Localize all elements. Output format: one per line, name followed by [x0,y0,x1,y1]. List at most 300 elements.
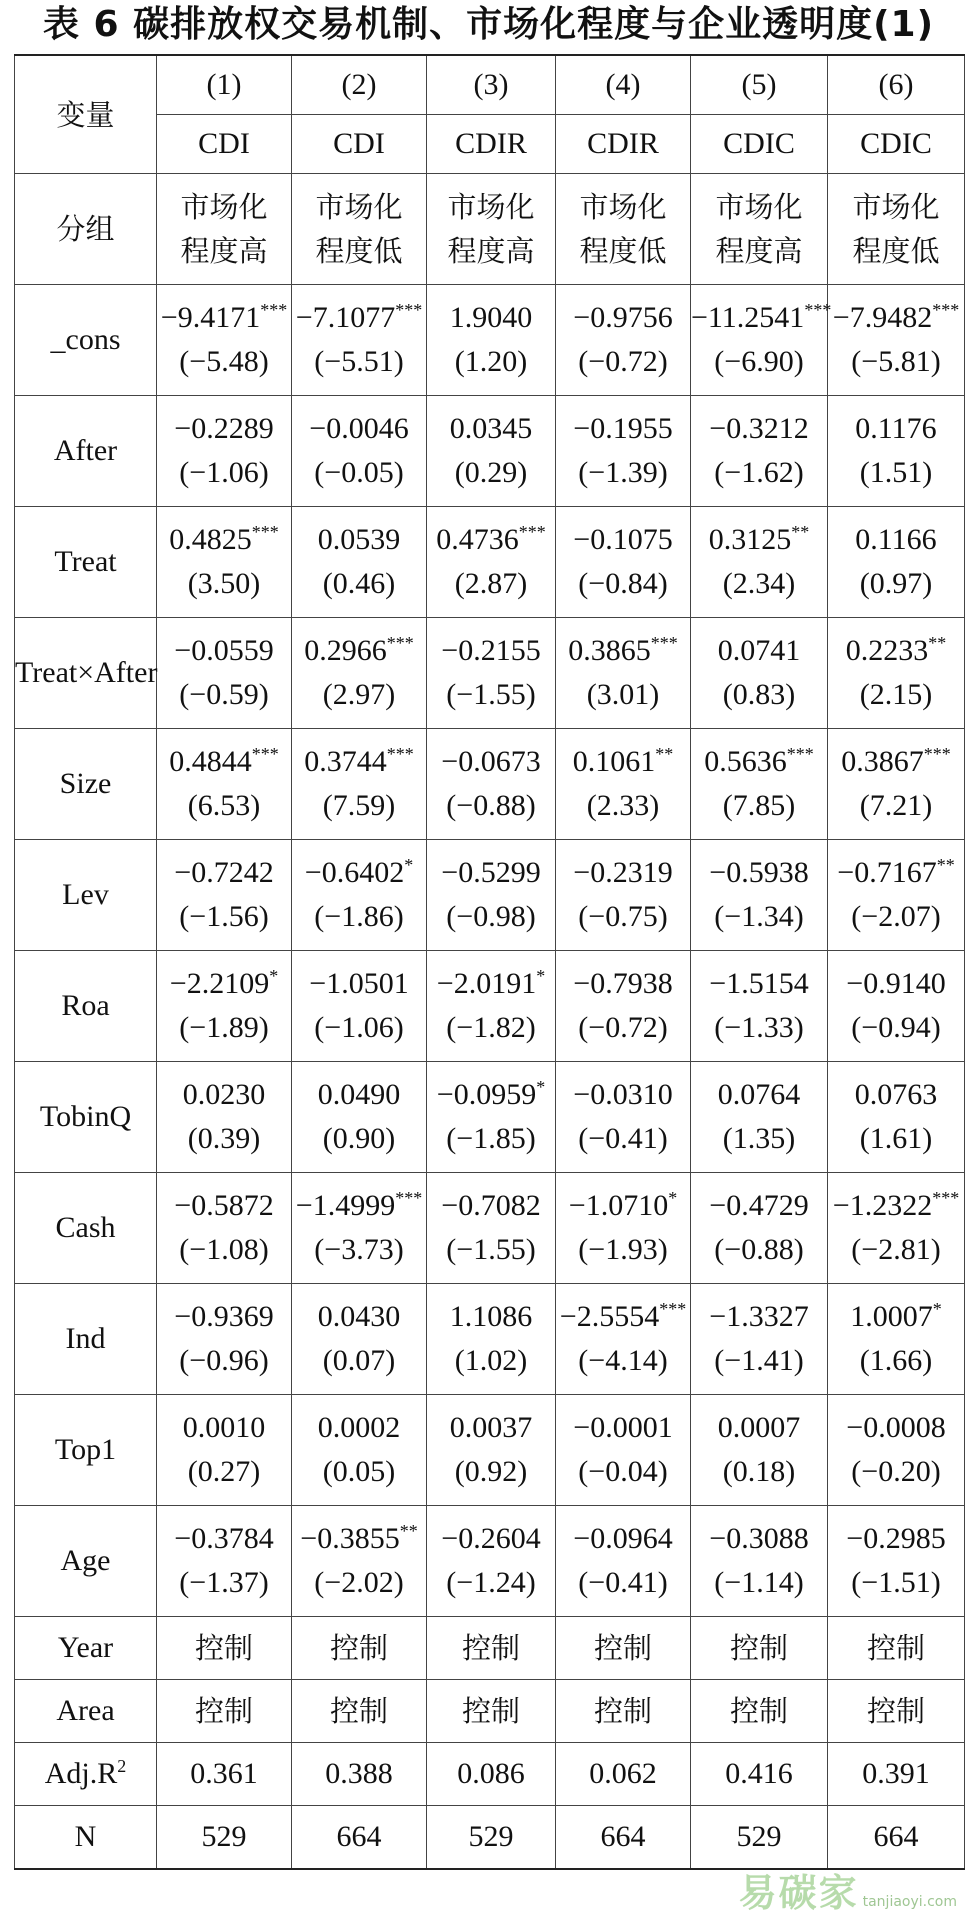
coef-value: −0.0559 [174,634,274,667]
coef-line [691,1184,827,1228]
coef-cell [292,507,427,618]
coef-line [556,1073,690,1117]
coef-value: −0.5299 [441,856,541,889]
t-stat: (−5.48) [179,345,269,378]
coef-value: −0.9369 [174,1300,274,1333]
t-stat: (−0.88) [446,789,536,822]
coef-line [157,296,291,340]
coef-value: −0.7242 [174,856,274,889]
coef-cell [828,951,965,1062]
t-stat: (−1.85) [446,1122,536,1155]
coef-line [556,518,690,562]
coef-value: 0.1176 [855,412,937,445]
coef-value: −2.0191 [436,967,537,1000]
group-line: 程度高 [447,234,535,268]
coef-cell [691,396,828,507]
coef-line [427,1517,555,1561]
coef-line [292,407,426,451]
t-stat: (1.35) [722,1122,796,1155]
t-stat: (−1.33) [714,1011,804,1044]
header-row-dep [15,115,965,174]
group-line: 市场化 [315,190,403,224]
table-row [15,396,965,507]
coef-value: −0.5872 [174,1189,274,1222]
significance-stars: * [668,1188,678,1208]
coef-cell [828,1284,965,1395]
coef-value: −0.2319 [573,856,673,889]
coef-cell [157,1062,292,1173]
coef-line [691,1073,827,1117]
group-cell [427,174,556,285]
coef-line [691,1517,827,1561]
coef-line [427,962,555,1006]
group-cell [828,174,965,285]
coef-value: 0.3744 [304,745,387,778]
t-stat: (−0.75) [578,900,668,933]
coef-cell [556,840,691,951]
coef-cell [691,507,828,618]
coef-cell [427,1062,556,1173]
coef-value: 1.1086 [449,1300,533,1333]
coef-value: 0.0763 [854,1078,938,1111]
coef-value: −0.6402 [304,856,405,889]
adjr2-row [15,1743,965,1806]
coef-cell [427,951,556,1062]
t-stat: (−0.96) [179,1344,269,1377]
coef-cell [691,618,828,729]
coef-line [157,407,291,451]
coef-value: 1.0007 [850,1300,933,1333]
row-label: TobinQ [15,1062,157,1173]
t-stat: (−6.90) [714,345,804,378]
coef-value: 0.4825 [169,523,252,556]
t-stat: (−1.06) [179,456,269,489]
coef-value: 0.0002 [317,1411,401,1444]
coef-line [292,962,426,1006]
coef-line [691,296,832,340]
control-cell: 控制 [828,1680,965,1743]
t-stat: (7.85) [722,789,796,822]
coef-line [292,1184,426,1228]
coef-cell [427,1506,556,1617]
t-stat: (0.39) [187,1122,261,1155]
coef-cell [292,1506,427,1617]
coef-line [157,1073,291,1117]
n-cell: 529 [691,1806,828,1870]
t-stat: (1.02) [454,1344,528,1377]
coef-value: −0.3855 [300,1522,400,1555]
group-line: 市场化 [715,190,803,224]
significance-stars: *** [518,522,546,542]
coef-value: −1.2322 [832,1189,933,1222]
coef-cell [292,1062,427,1173]
significance-stars: * [269,966,279,986]
coef-value: 0.0345 [449,412,533,445]
coef-line [427,1184,555,1228]
coef-value: −1.0710 [568,1189,669,1222]
coef-value: −0.2289 [174,412,274,445]
t-stat: (1.51) [859,456,933,489]
regression-table [14,54,965,1870]
coef-cell [292,1284,427,1395]
table-row [15,951,965,1062]
coef-line [556,1406,690,1450]
t-stat: (−1.14) [714,1566,804,1599]
t-stat: (−2.02) [314,1566,404,1599]
t-stat: (−2.81) [851,1233,941,1266]
table-row [15,1284,965,1395]
t-stat: (−1.55) [446,1233,536,1266]
coef-value: −0.3784 [174,1522,274,1555]
coef-cell [157,1173,292,1284]
coef-value: −0.0964 [573,1522,673,1555]
coef-line [292,740,426,784]
coef-line [427,1073,555,1117]
coef-value: −0.0310 [573,1078,673,1111]
group-line: 市场化 [447,190,535,224]
coef-cell [292,951,427,1062]
coef-cell [427,618,556,729]
coef-line [292,1073,426,1117]
coef-value: 0.0037 [449,1411,533,1444]
coef-value: −1.3327 [709,1300,809,1333]
table-title: 表 6 碳排放权交易机制、市场化程度与企业透明度(1) [42,4,935,45]
coef-cell [427,840,556,951]
coef-value: −0.0001 [573,1411,673,1444]
coef-cell [691,840,828,951]
dep-var: CDI [292,115,427,174]
t-stat: (0.05) [322,1455,396,1488]
coef-cell [292,1395,427,1506]
coef-line [691,962,827,1006]
row-label [15,1743,157,1806]
t-stat: (−0.98) [446,900,536,933]
t-stat: (1.20) [454,345,528,378]
coef-line [157,1406,291,1450]
significance-stars: *** [650,633,678,653]
n-cell: 664 [292,1806,427,1870]
t-stat: (−1.51) [851,1566,941,1599]
coef-value: 0.0490 [317,1078,401,1111]
coef-cell [691,1173,828,1284]
coef-value: −0.3088 [709,1522,809,1555]
coef-value: 0.0230 [182,1078,266,1111]
t-stat: (−1.37) [179,1566,269,1599]
n-cell: 529 [157,1806,292,1870]
coef-line [556,962,690,1006]
significance-stars: *** [932,1188,960,1208]
row-label: Roa [15,951,157,1062]
significance-stars: *** [260,300,288,320]
coef-value: 0.0430 [317,1300,401,1333]
coef-cell [556,1284,691,1395]
group-line: 程度高 [715,234,803,268]
significance-stars: ** [791,522,810,542]
control-row [15,1680,965,1743]
row-label: After [15,396,157,507]
coef-line [427,518,555,562]
adjr2-cell: 0.391 [828,1743,965,1806]
table-row [15,840,965,951]
coef-cell [157,396,292,507]
row-label: Cash [15,1173,157,1284]
row-label: Age [15,1506,157,1617]
t-stat: (−1.93) [578,1233,668,1266]
significance-stars: *** [386,633,414,653]
table-row [15,1395,965,1506]
coef-cell [157,729,292,840]
coef-line [691,740,827,784]
t-stat: (−1.62) [714,456,804,489]
coef-line [556,740,690,784]
coef-cell [427,285,556,396]
n-cell: 664 [828,1806,965,1870]
coef-cell [556,1173,691,1284]
control-cell: 控制 [556,1680,691,1743]
coef-line [828,1073,964,1117]
adjr2-name: Adj.R [44,1757,118,1790]
col-num: (3) [427,55,556,115]
coef-cell [427,1395,556,1506]
coef-line [828,1517,964,1561]
coef-line [427,851,555,895]
t-stat: (0.46) [322,567,396,600]
coef-cell [828,396,965,507]
n-cell: 664 [556,1806,691,1870]
significance-stars: *** [251,522,279,542]
adjr2-cell: 0.062 [556,1743,691,1806]
coef-cell [828,840,965,951]
coef-cell [427,507,556,618]
group-cell [157,174,292,285]
coef-cell [427,1284,556,1395]
t-stat: (7.59) [322,789,396,822]
t-stat: (−0.41) [578,1122,668,1155]
coef-cell [556,618,691,729]
coef-line [556,1184,690,1228]
coef-line [828,518,964,562]
dep-var: CDIC [691,115,828,174]
coef-line [427,407,555,451]
watermark-logo [739,1862,957,1917]
coef-line [556,1517,690,1561]
t-stat: (0.83) [722,678,796,711]
coef-cell [828,1062,965,1173]
n-row [15,1806,965,1870]
group-line: 程度低 [852,234,940,268]
t-stat: (−0.94) [851,1011,941,1044]
table-row [15,1173,965,1284]
coef-cell [292,729,427,840]
t-stat: (−1.82) [446,1011,536,1044]
control-cell: 控制 [292,1617,427,1680]
coef-cell [427,396,556,507]
coef-value: −0.0673 [441,745,541,778]
coef-value: −11.2541 [691,301,805,334]
coef-cell [292,285,427,396]
coef-line [828,851,964,895]
control-cell: 控制 [691,1617,828,1680]
adjr2-sup: 2 [117,1756,127,1776]
coef-line [292,1295,426,1339]
t-stat: (6.53) [187,789,261,822]
coef-value: −1.0501 [309,967,409,1000]
coef-cell [828,507,965,618]
coef-line [828,740,964,784]
coef-value: −0.0959 [436,1078,537,1111]
coef-line [556,1295,690,1339]
coef-value: −2.2109 [169,967,270,1000]
coef-value: 0.3867 [841,745,924,778]
significance-stars: ** [655,744,674,764]
coef-value: 0.3865 [568,634,651,667]
coef-value: −0.2985 [846,1522,946,1555]
t-stat: (2.15) [859,678,933,711]
coef-cell [556,1395,691,1506]
coef-value: −0.7082 [441,1189,541,1222]
coef-value: −0.7938 [573,967,673,1000]
coef-cell [292,840,427,951]
significance-stars: *** [786,744,814,764]
coef-line [691,1406,827,1450]
row-label: _cons [15,285,157,396]
significance-stars: *** [386,744,414,764]
group-cell [292,174,427,285]
t-stat: (−1.08) [179,1233,269,1266]
t-stat: (−0.20) [851,1455,941,1488]
coef-value: 0.5636 [704,745,787,778]
significance-stars: * [404,855,414,875]
coef-cell [828,618,965,729]
coef-line [828,407,964,451]
col-num: (2) [292,55,427,115]
coef-line [691,407,827,451]
col-num: (5) [691,55,828,115]
coef-value: 0.0741 [717,634,801,667]
coef-line [691,851,827,895]
coef-value: −2.5554 [559,1300,660,1333]
t-stat: (−0.72) [578,1011,668,1044]
coef-value: −7.1077 [295,301,396,334]
coef-value: 0.2966 [304,634,387,667]
coef-cell [556,1062,691,1173]
col-num: (4) [556,55,691,115]
adjr2-cell: 0.416 [691,1743,828,1806]
group-row [15,174,965,285]
adjr2-cell: 0.086 [427,1743,556,1806]
t-stat: (−0.88) [714,1233,804,1266]
var-label: 变量 [15,55,157,174]
group-line: 程度高 [180,234,268,268]
control-cell: 控制 [427,1680,556,1743]
coef-cell [691,1062,828,1173]
coef-value: −0.1955 [573,412,673,445]
coef-value: −0.4729 [709,1189,809,1222]
col-num: (1) [157,55,292,115]
table-row [15,507,965,618]
coef-line [157,962,291,1006]
row-label: Area [15,1680,157,1743]
table-row [15,618,965,729]
dep-var: CDIR [556,115,691,174]
coef-line [157,740,291,784]
row-label: Lev [15,840,157,951]
coef-cell [556,1506,691,1617]
group-cell [556,174,691,285]
coef-cell [691,729,828,840]
t-stat: (−1.24) [446,1566,536,1599]
t-stat: (0.97) [859,567,933,600]
coef-line [691,518,827,562]
group-line: 程度低 [579,234,667,268]
t-stat: (2.33) [586,789,660,822]
group-line: 市场化 [852,190,940,224]
coef-value: −1.4999 [295,1189,396,1222]
coef-cell [556,285,691,396]
coef-cell [691,1506,828,1617]
coef-value: −7.9482 [832,301,933,334]
coef-line [427,629,555,673]
coef-cell [556,396,691,507]
coef-value: 0.3125 [708,523,792,556]
coef-cell [828,729,965,840]
coef-cell [691,1395,828,1506]
t-stat: (2.34) [722,567,796,600]
coef-value: 0.4736 [436,523,519,556]
coef-cell [292,396,427,507]
coef-cell [427,1173,556,1284]
coef-value: 0.0539 [317,523,401,556]
t-stat: (−4.14) [578,1344,668,1377]
coef-value: 0.1061 [572,745,656,778]
coef-line [427,296,555,340]
coef-line [828,1406,964,1450]
dep-var: CDIR [427,115,556,174]
row-label: Treat×After [15,618,157,729]
coef-value: 0.0010 [182,1411,266,1444]
t-stat: (2.97) [322,678,396,711]
t-stat: (−0.04) [578,1455,668,1488]
t-stat: (1.61) [859,1122,933,1155]
significance-stars: *** [659,1299,687,1319]
significance-stars: *** [395,1188,423,1208]
coef-cell [157,951,292,1062]
coef-line [292,518,426,562]
significance-stars: * [536,1077,546,1097]
table-row [15,729,965,840]
t-stat: (3.01) [586,678,660,711]
significance-stars: *** [395,300,423,320]
coef-cell [556,507,691,618]
t-stat: (−0.05) [314,456,404,489]
coef-cell [157,840,292,951]
coef-cell [157,1284,292,1395]
coef-value: −0.7167 [837,856,937,889]
control-cell: 控制 [556,1617,691,1680]
coef-line [157,1517,291,1561]
t-stat: (−0.72) [578,345,668,378]
t-stat: (−3.73) [314,1233,404,1266]
coef-line [828,629,964,673]
coef-line [292,851,426,895]
coef-cell [556,729,691,840]
header-row-nums [15,55,965,115]
coef-value: −0.9756 [573,301,673,334]
significance-stars: * [536,966,546,986]
coef-cell [427,729,556,840]
coef-line [292,1406,426,1450]
coef-value: −0.5938 [709,856,809,889]
